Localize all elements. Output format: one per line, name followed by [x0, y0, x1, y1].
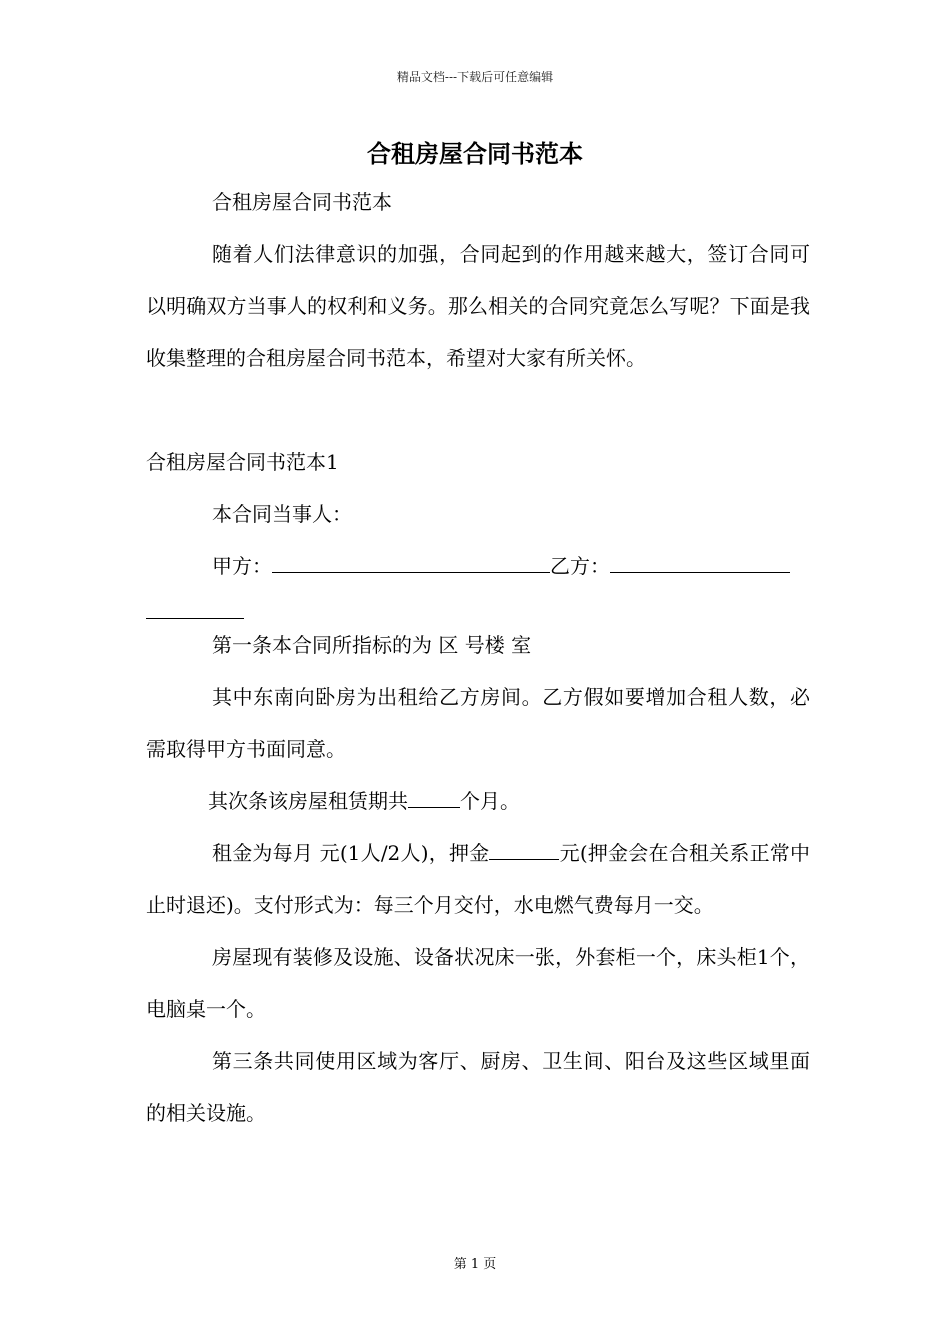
- document-title: 合租房屋合同书范本: [367, 139, 583, 168]
- lease-term-blank: [408, 793, 460, 808]
- party-b-label: 乙方：: [550, 554, 610, 578]
- rent-prefix: 租金为每月 元(1人/2人)，押金: [212, 841, 490, 865]
- party-b-blank-continued: [146, 592, 244, 619]
- parties-line: [146, 540, 810, 592]
- lease-term-paragraph: [146, 775, 810, 827]
- article-3-paragraph: 第三条共同使用区域为客厅、厨房、卫生间、阳台及这些区域里面的相关设施。: [146, 1049, 810, 1125]
- deposit-blank: [489, 845, 559, 860]
- parties-label: 本合同当事人：: [212, 502, 352, 526]
- lease-term-prefix: 其次条该房屋租赁期共: [208, 789, 408, 813]
- rent-paragraph: [146, 827, 810, 931]
- rent-suffix: 元(押金会在合租关系正常中止时退还)。支付形式为：每三个月交付，水电燃气费每月一交。: [146, 841, 810, 917]
- page-number: 第 1 页: [453, 1257, 497, 1272]
- room-description-paragraph: 其中东南向卧房为出租给乙方房间。乙方假如要增加合租人数，必需取得甲方书面同意。: [146, 685, 810, 761]
- section-heading: 合租房屋合同书范本1: [146, 450, 339, 474]
- facilities-paragraph: 房屋现有装修及设施、设备状况床一张，外套柜一个，床头柜1个，电脑桌一个。: [146, 945, 810, 1021]
- party-a-blank: [272, 558, 550, 573]
- lease-term-suffix: 个月。: [460, 789, 520, 813]
- intro-paragraph: 随着人们法律意识的加强，合同起到的作用越来越大，签订合同可以明确双方当事人的权利和义务。那么相关的合同究竟怎么写呢？下面是我收集整理的合租房屋合同书范本，希望对大家有所关怀。: [146, 242, 810, 370]
- spacer: [146, 384, 810, 436]
- document-body: [146, 176, 810, 1139]
- page-header: 精品文档---下载后可任意编辑: [396, 70, 554, 84]
- subtitle-paragraph: 合租房屋合同书范本: [212, 190, 392, 214]
- party-a-label: 甲方：: [212, 554, 272, 578]
- party-b-blank: [610, 558, 790, 573]
- article-1-paragraph: 第一条本合同所指标的为 区 号楼 室: [212, 633, 532, 657]
